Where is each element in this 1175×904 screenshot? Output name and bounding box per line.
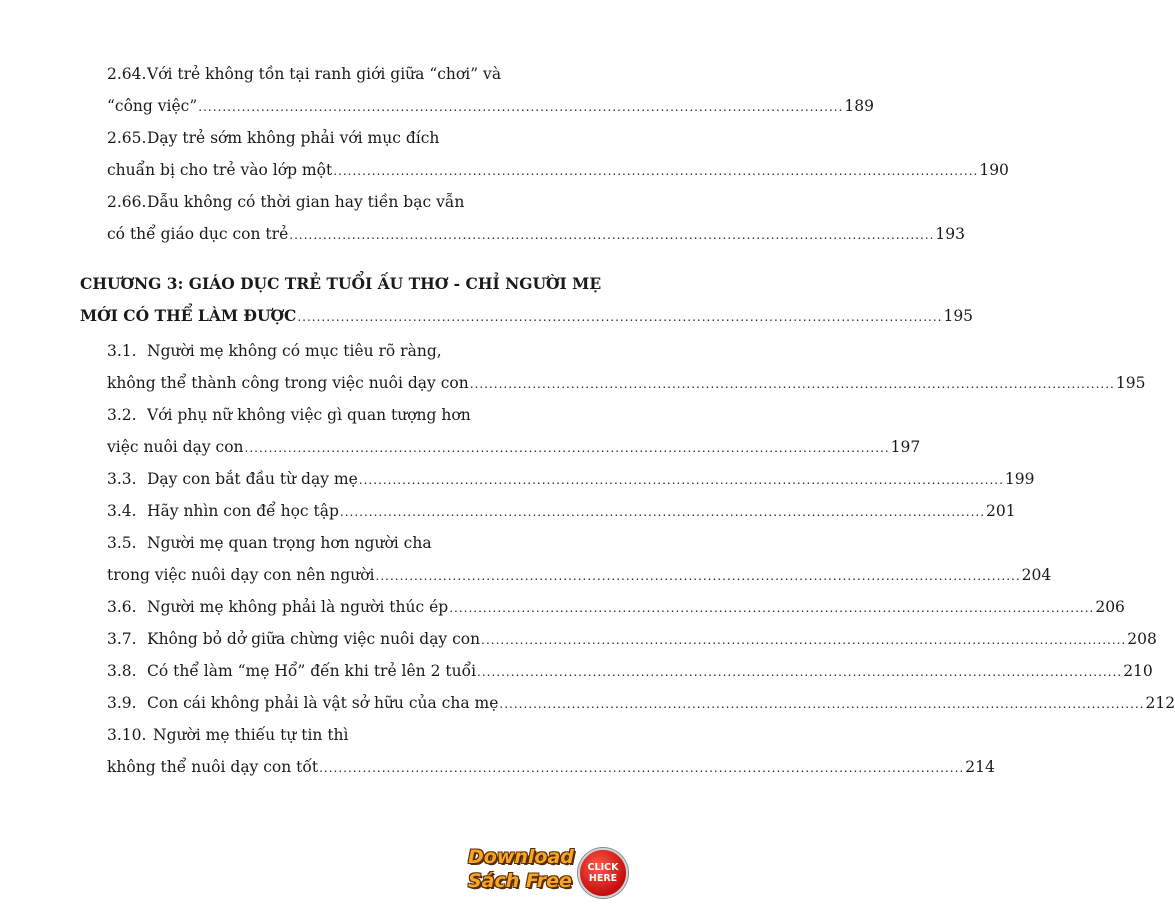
toc-number: 3.5.: [107, 534, 137, 552]
toc-title: trong việc nuôi dạy con nên người: [107, 566, 375, 584]
chapter-page: 195: [943, 307, 974, 325]
toc-number: 3.1.: [107, 342, 137, 360]
toc-page: 208: [1127, 630, 1157, 648]
toc-title-text: Có thể làm “mẹ Hổ” đến khi trẻ lên 2 tuổi: [147, 662, 477, 680]
toc-title: “công việc”: [107, 97, 198, 115]
toc-title: Với trẻ không tồn tại ranh giới giữa “chơi” và: [147, 65, 502, 83]
toc-number: 3.7.: [107, 630, 137, 648]
toc-page: 201: [986, 502, 1016, 520]
toc-title: Với phụ nữ không việc gì quan tượng hơn: [147, 406, 471, 424]
toc-number: 3.4.: [107, 502, 137, 520]
toc-title: việc nuôi dạy con: [107, 438, 244, 456]
chapter-title: MỚI CÓ THỂ LÀM ĐƯỢC: [80, 306, 297, 325]
toc-entry-3-10-line2[interactable]: [107, 757, 995, 778]
toc-entry-3-9[interactable]: [107, 693, 1175, 714]
dot-leader: ......................................................................................................................................: [319, 761, 965, 775]
toc-number: 3.8.: [107, 662, 137, 680]
toc-page: 212: [1145, 694, 1175, 712]
toc-title-text: Con cái không phải là vật sở hữu của cha mẹ: [147, 694, 499, 712]
dot-leader: ......................................................................................................................................: [499, 697, 1145, 711]
dot-leader: ......................................................................................................................................: [244, 441, 890, 455]
toc-number: 3.6.: [107, 598, 137, 616]
toc-entry-2-65-line1: [107, 128, 439, 148]
toc-number: 2.66.: [107, 193, 147, 211]
dot-leader: ......................................................................................................................................: [477, 665, 1123, 679]
toc-entry-3-1-line1: [107, 341, 442, 361]
toc-title: Người mẹ không có mục tiêu rõ ràng,: [147, 342, 442, 360]
toc-page: 199: [1004, 470, 1035, 488]
toc-title: [107, 661, 476, 681]
chapter-title-line2[interactable]: [80, 306, 974, 327]
toc-number: 3.10.: [107, 726, 147, 744]
toc-entry-3-8[interactable]: [107, 661, 1153, 682]
dot-leader: ......................................................................................................................................: [198, 100, 844, 114]
toc-page: 206: [1095, 598, 1125, 616]
dot-leader: ......................................................................................................................................: [289, 228, 935, 242]
toc-number: 2.65.: [107, 129, 147, 147]
toc-title: Người mẹ quan trọng hơn người cha: [147, 534, 432, 552]
dot-leader: ......................................................................................................................................: [481, 633, 1127, 647]
dot-leader: ......................................................................................................................................: [469, 377, 1115, 391]
toc-title: không thể thành công trong việc nuôi dạy con: [107, 374, 469, 392]
toc-number: 2.64.: [107, 65, 147, 83]
toc-entry-3-1-line2[interactable]: [107, 373, 1146, 394]
toc-page: 210: [1123, 662, 1153, 680]
toc-title: có thể giáo dục con trẻ: [107, 225, 289, 243]
dot-leader: ......................................................................................................................................: [339, 505, 986, 519]
toc-title: [107, 693, 498, 713]
toc-title: chuẩn bị cho trẻ vào lớp một: [107, 161, 333, 179]
toc-page: 190: [979, 161, 1009, 179]
toc-title-text: Người mẹ không phải là người thúc ép: [147, 598, 449, 616]
toc-entry-2-64-line2[interactable]: [107, 96, 874, 117]
toc-entry-3-5-line2[interactable]: [107, 565, 1052, 586]
toc-title-text: Dạy con bắt đầu từ dạy mẹ: [147, 470, 358, 488]
toc-entry-3-7[interactable]: [107, 629, 1157, 650]
toc-entry-3-2-line1: [107, 405, 471, 425]
download-badge[interactable]: [468, 846, 628, 898]
download-label: Download: [468, 846, 574, 868]
dot-leader: ......................................................................................................................................: [358, 473, 1004, 487]
toc-entry-3-3[interactable]: [107, 469, 1035, 490]
dot-leader: ......................................................................................................................................: [449, 601, 1095, 615]
toc-title: Dạy trẻ sớm không phải với mục đích: [147, 129, 440, 147]
toc-title: [107, 597, 448, 617]
toc-number: 3.9.: [107, 694, 137, 712]
toc-title: Người mẹ thiếu tự tin thì: [153, 726, 349, 744]
toc-entry-3-5-line1: [107, 533, 432, 553]
toc-title: [107, 469, 358, 489]
toc-entry-2-66-line1: [107, 192, 464, 212]
click-here-button[interactable]: CLICK HERE: [578, 848, 628, 898]
toc-entry-3-10-line1: [107, 725, 349, 745]
toc-entry-2-65-line2[interactable]: [107, 160, 1009, 181]
toc-page: 189: [844, 97, 874, 115]
toc-title: [107, 501, 339, 521]
toc-page: 193: [935, 225, 965, 243]
toc-entry-3-6[interactable]: [107, 597, 1125, 618]
dot-leader: ......................................................................................................................................: [375, 569, 1021, 583]
toc-page: 204: [1021, 566, 1052, 584]
toc-page: 214: [965, 758, 995, 776]
toc-entry-2-64-line1: [107, 64, 501, 84]
toc-entry-3-4[interactable]: [107, 501, 1016, 522]
dot-leader: ......................................................................................................................................: [297, 310, 943, 324]
toc-number: 3.3.: [107, 470, 137, 488]
toc-title: không thể nuôi dạy con tốt: [107, 758, 319, 776]
dot-leader: ......................................................................................................................................: [333, 164, 979, 178]
toc-title: [107, 629, 480, 649]
toc-title-text: Hãy nhìn con để học tập: [147, 502, 339, 520]
toc-page: 195: [1115, 374, 1146, 392]
toc-entry-3-2-line2[interactable]: [107, 437, 921, 458]
chapter-title-line1: CHƯƠNG 3: GIÁO DỤC TRẺ TUỔI ẤU THƠ - CHỈ NGƯỜI MẸ: [80, 274, 602, 293]
toc-title-text: Không bỏ dở giữa chừng việc nuôi dạy con: [147, 630, 481, 648]
toc-page: 197: [890, 438, 921, 456]
toc-title: Dẫu không có thời gian hay tiền bạc vẫn: [147, 193, 465, 211]
toc-entry-2-66-line2[interactable]: [107, 224, 965, 245]
sach-free-label: Sách Free: [468, 870, 572, 892]
toc-number: 3.2.: [107, 406, 137, 424]
